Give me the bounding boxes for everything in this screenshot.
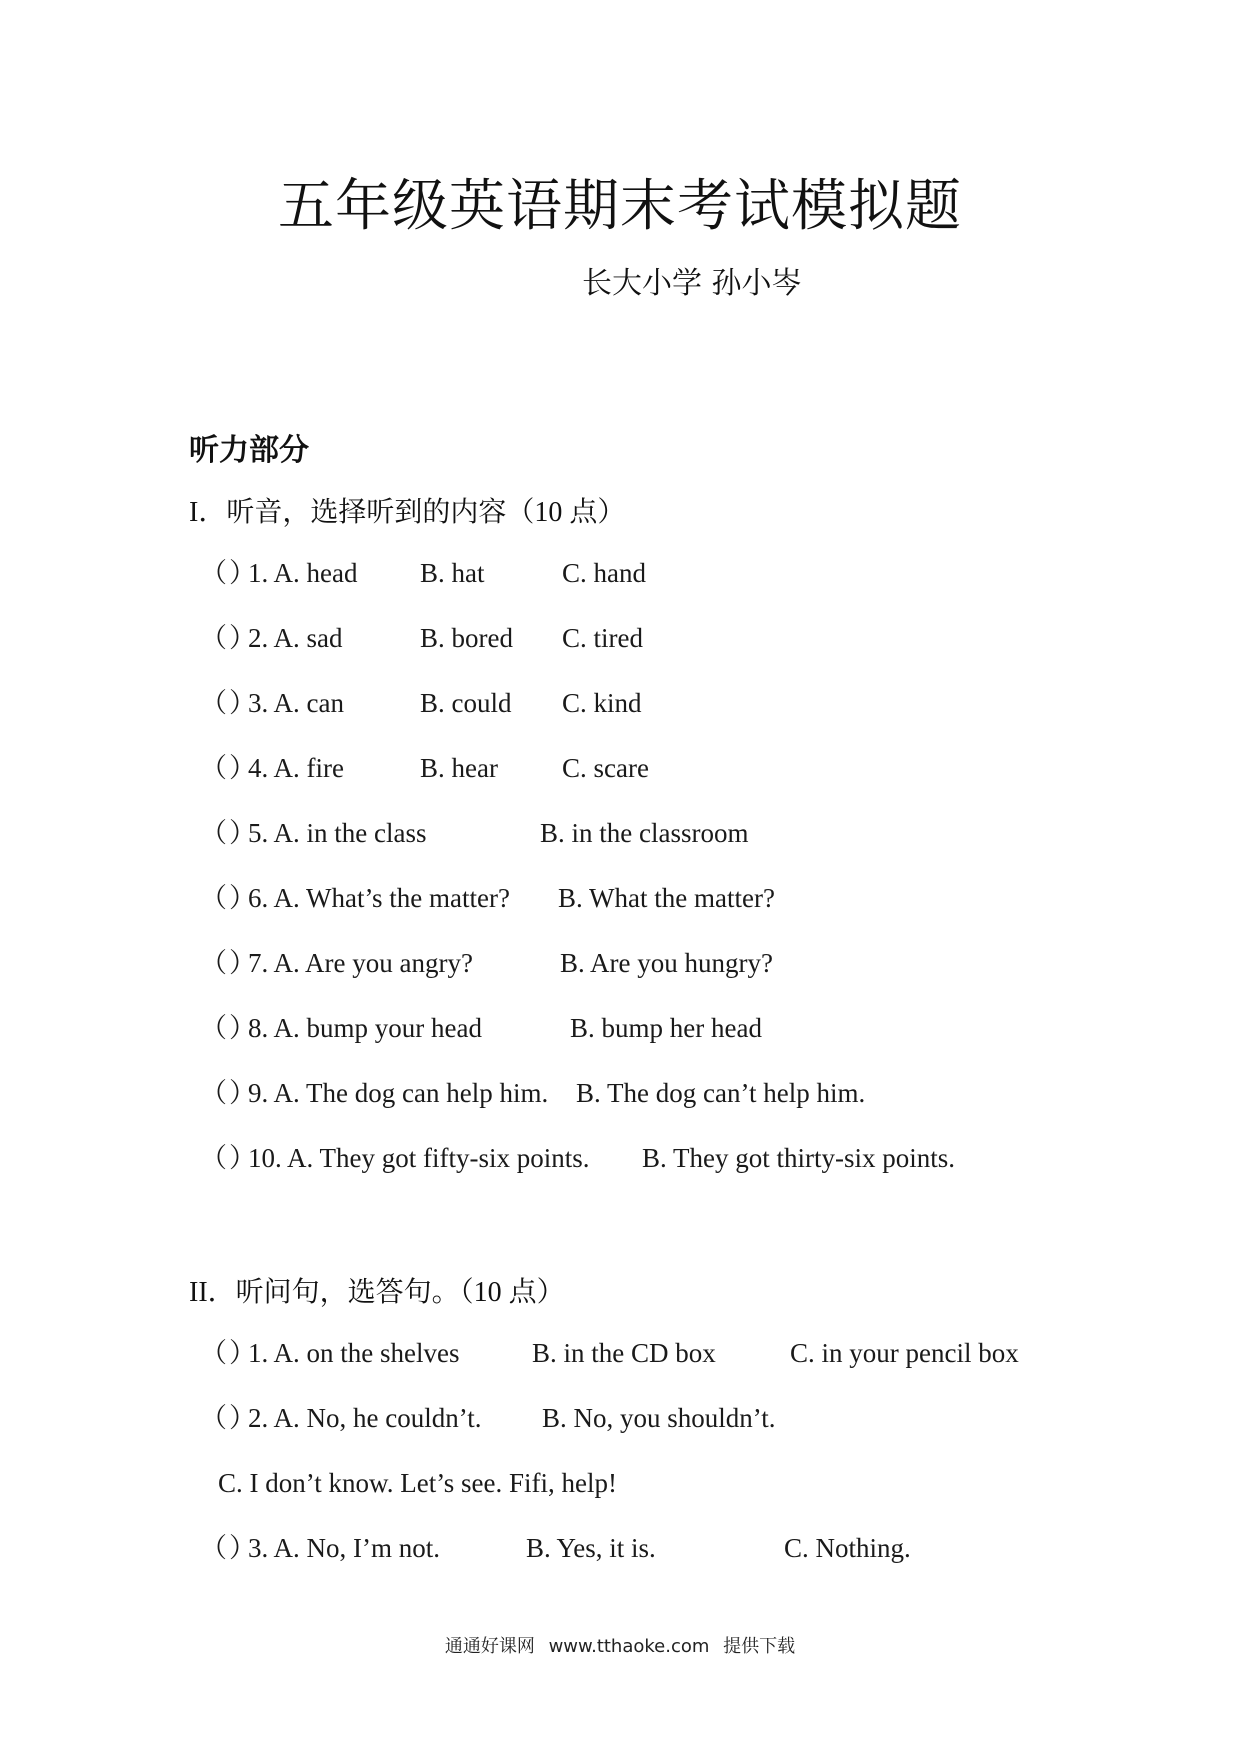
option-a: 3. A. No, I’m not. — [248, 1533, 440, 1563]
page-footer — [0, 1632, 1240, 1658]
answer-bracket: （） — [200, 623, 258, 653]
answer-bracket: （） — [200, 753, 258, 783]
question-row — [200, 945, 1100, 981]
question-row — [200, 750, 1100, 786]
option-a: 1. A. head — [248, 558, 358, 588]
option-a: 3. A. can — [248, 688, 344, 718]
option-a: 10. A. They got fifty-six points. — [248, 1143, 590, 1173]
option-b: B. They got thirty-six points. — [642, 1143, 956, 1173]
option-b: B. Are you hungry? — [560, 948, 773, 978]
option-b: B. No, you shouldn’t. — [542, 1403, 776, 1433]
answer-bracket: （） — [200, 688, 258, 718]
option-a: 2. A. sad — [248, 623, 343, 653]
answer-bracket: （） — [200, 1338, 258, 1368]
option-a: 8. A. bump your head — [248, 1013, 482, 1043]
option-c: C. tired — [562, 623, 643, 653]
option-b: B. hear — [420, 753, 498, 783]
question-row — [200, 880, 1100, 916]
option-b: B. What the matter? — [558, 883, 775, 913]
option-a: 5. A. in the class — [248, 818, 427, 848]
option-c: C. hand — [562, 558, 646, 588]
option-a: 1. A. on the shelves — [248, 1338, 460, 1368]
section-1-heading: I．听音，选择听到的内容（10 点） — [189, 497, 626, 528]
option-b: B. The dog can’t help him. — [576, 1078, 866, 1108]
question-row — [200, 1140, 1100, 1176]
answer-bracket: （） — [200, 1013, 258, 1043]
question-row — [200, 555, 1100, 591]
answer-bracket: （） — [200, 558, 258, 588]
question-row — [200, 1010, 1100, 1046]
option-c: C. Nothing. — [784, 1533, 911, 1563]
option-c: C. I don’t know. Let’s see. Fifi, help! — [218, 1468, 617, 1498]
section-2-heading: II．听问句，选答句。（10 点） — [189, 1277, 565, 1308]
question-row — [200, 815, 1100, 851]
question-row — [200, 1530, 1100, 1566]
answer-bracket: （） — [200, 1403, 258, 1433]
option-b: B. bump her head — [570, 1013, 762, 1043]
option-b: B. in the classroom — [540, 818, 749, 848]
option-a: 7. A. Are you angry? — [248, 948, 473, 978]
answer-bracket: （） — [200, 883, 258, 913]
answer-bracket: （） — [200, 1533, 258, 1563]
question-row — [200, 620, 1100, 656]
question-row-continuation — [200, 1465, 1100, 1501]
question-row — [200, 1400, 1100, 1436]
question-row — [200, 685, 1100, 721]
option-b: B. could — [420, 688, 512, 718]
option-c: C. scare — [562, 753, 649, 783]
question-row — [200, 1075, 1100, 1111]
answer-bracket: （） — [200, 1143, 258, 1173]
answer-bracket: （） — [200, 818, 258, 848]
page-title: 五年级英语期末考试模拟题 — [278, 174, 962, 239]
question-row — [200, 1335, 1100, 1371]
option-b: B. hat — [420, 558, 485, 588]
footer-suffix: 提供下载 — [723, 1636, 796, 1657]
option-a: 2. A. No, he couldn’t. — [248, 1403, 482, 1433]
option-a: 9. A. The dog can help him. — [248, 1078, 549, 1108]
option-a: 4. A. fire — [248, 753, 344, 783]
option-b: B. bored — [420, 623, 513, 653]
author-line: 长大小学 孙小岑 — [582, 266, 802, 301]
answer-bracket: （） — [200, 948, 258, 978]
option-b: B. in the CD box — [532, 1338, 716, 1368]
option-b: B. Yes, it is. — [526, 1533, 656, 1563]
option-c: C. kind — [562, 688, 642, 718]
footer-site-name: 通通好课网 — [444, 1636, 535, 1657]
option-c: C. in your pencil box — [790, 1338, 1019, 1368]
footer-url[interactable]: www.tthaoke.com — [548, 1636, 710, 1657]
part-heading: 听力部分 — [189, 433, 309, 468]
answer-bracket: （） — [200, 1078, 258, 1108]
option-a: 6. A. What’s the matter? — [248, 883, 510, 913]
